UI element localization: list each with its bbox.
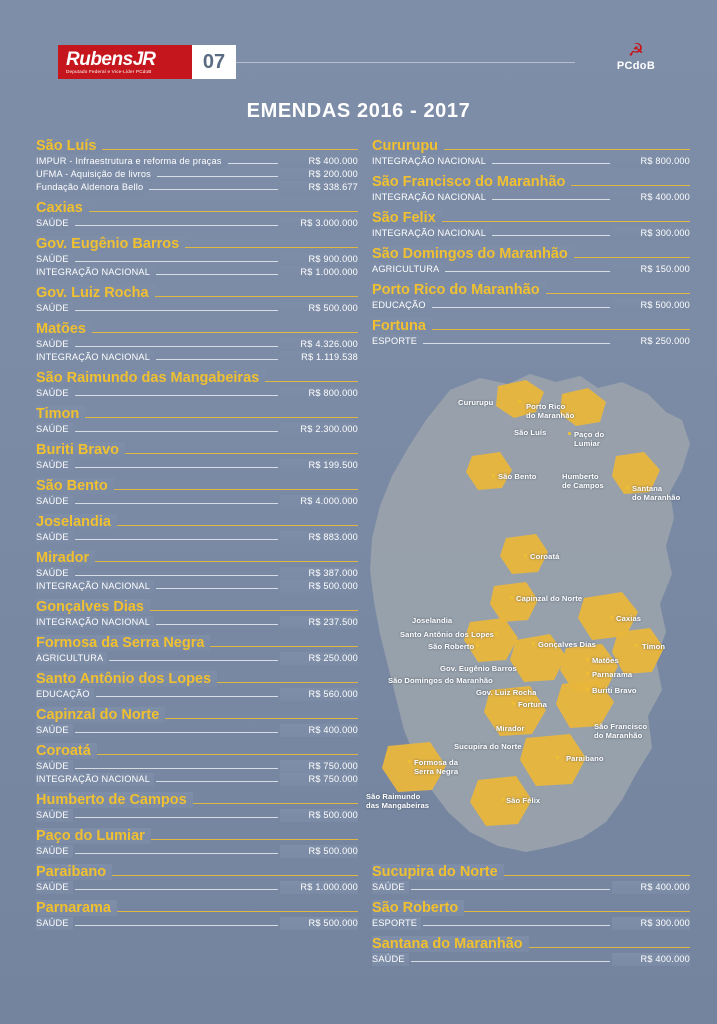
emenda-row <box>36 845 358 858</box>
leader-line <box>157 169 278 177</box>
city-heading-label: São Luís <box>36 138 102 154</box>
city-heading <box>36 864 358 880</box>
map-city-label: Gov. Eugênio Barros <box>440 664 517 673</box>
city-heading <box>36 635 358 651</box>
leader-line <box>445 264 610 272</box>
emenda-value: R$ 2.300.000 <box>280 423 358 436</box>
emenda-value: R$ 900.000 <box>280 253 358 266</box>
emenda-value: R$ 560.000 <box>280 688 358 701</box>
map-city-label: São Bento <box>498 472 537 481</box>
logo-red-block <box>58 45 192 79</box>
emenda-value: R$ 883.000 <box>280 531 358 544</box>
emenda-value: R$ 500.000 <box>280 580 358 593</box>
emenda-label: UFMA - Aquisição de livros <box>36 168 155 181</box>
party-logo <box>603 40 669 72</box>
emenda-label: SAÚDE <box>36 253 73 266</box>
city-heading <box>36 550 358 566</box>
page-title: EMENDAS 2016 - 2017 <box>246 100 471 122</box>
city-heading-label: Sucupira do Norte <box>372 864 504 880</box>
map-city-label: São Félix <box>506 796 541 805</box>
city-heading-label: Cururupu <box>372 138 444 154</box>
map-city-label: São Francisco do Maranhão <box>594 722 648 740</box>
emenda-row <box>36 616 358 629</box>
city-heading-label: Porto Rico do Maranhão <box>372 282 546 298</box>
map-dot <box>626 486 629 489</box>
city-heading-label: São Felix <box>372 210 442 226</box>
leader-line <box>75 725 278 733</box>
map-city-label: Porto Rico do Maranhão <box>526 402 575 420</box>
emenda-row <box>36 423 358 436</box>
city-heading-label: Matões <box>36 321 92 337</box>
emenda-value: R$ 400.000 <box>612 881 690 894</box>
emenda-label: SAÚDE <box>36 495 73 508</box>
city-heading-label: São Bento <box>36 478 114 494</box>
emenda-row <box>36 773 358 786</box>
emenda-row <box>36 253 358 266</box>
emenda-label: INTEGRAÇÃO NACIONAL <box>36 266 154 279</box>
emenda-label: SAÚDE <box>36 302 73 315</box>
emenda-row <box>36 266 358 279</box>
emenda-value: R$ 300.000 <box>612 917 690 930</box>
city-heading <box>36 236 358 252</box>
city-heading-label: Santo Antônio dos Lopes <box>36 671 217 687</box>
map-city-label: Joselandia <box>412 616 453 625</box>
map-dot <box>518 400 521 403</box>
leader-line <box>96 689 278 697</box>
emenda-row <box>36 688 358 701</box>
emenda-label: Fundação Aldenora Bello <box>36 181 147 194</box>
city-heading <box>36 707 358 723</box>
leader-line <box>75 218 278 226</box>
city-heading <box>372 174 690 190</box>
emenda-row <box>372 191 690 204</box>
emenda-value: R$ 1.000.000 <box>280 881 358 894</box>
map-dot <box>512 702 515 705</box>
city-heading-label: Capinzal do Norte <box>36 707 165 723</box>
city-heading <box>36 743 358 759</box>
map-city-label: Gonçalves Dias <box>538 640 596 649</box>
map-city-label: São Domingos do Maranhão <box>388 676 493 685</box>
leader-line <box>109 653 278 661</box>
emenda-label: SAÚDE <box>36 338 73 351</box>
emenda-label: EDUCAÇÃO <box>372 299 430 312</box>
emenda-value: R$ 387.000 <box>280 567 358 580</box>
maranhao-map <box>330 360 717 870</box>
emenda-row <box>372 155 690 168</box>
map-city-label: Timon <box>642 642 666 651</box>
emenda-row <box>372 263 690 276</box>
emenda-label: SAÚDE <box>36 917 73 930</box>
map-city-label: Gov. Luiz Rocha <box>476 688 537 697</box>
emenda-value: R$ 400.000 <box>280 155 358 168</box>
emenda-value: R$ 3.000.000 <box>280 217 358 230</box>
emenda-label: INTEGRAÇÃO NACIONAL <box>36 351 154 364</box>
map-city-label: Paraibano <box>566 754 604 763</box>
city-heading-label: São Francisco do Maranhão <box>372 174 571 190</box>
map-city-label: Capinzal do Norte <box>516 594 583 603</box>
map-city-label: Humberto de Campos <box>562 472 604 490</box>
emenda-row <box>36 302 358 315</box>
leader-line <box>156 617 278 625</box>
city-heading <box>36 200 358 216</box>
leader-line <box>156 581 278 589</box>
map-city-label: Formosa da Serra Negra <box>414 758 459 776</box>
city-heading <box>36 370 358 386</box>
emenda-value: R$ 237.500 <box>280 616 358 629</box>
map-dot <box>568 432 571 435</box>
map-dot <box>532 642 535 645</box>
city-heading-label: Timon <box>36 406 85 422</box>
leader-line <box>75 882 278 890</box>
city-heading <box>372 138 690 154</box>
leader-line <box>492 228 610 236</box>
emenda-value: R$ 750.000 <box>280 773 358 786</box>
emenda-label: AGRICULTURA <box>372 263 443 276</box>
map-dot <box>492 474 495 477</box>
emenda-label: SAÚDE <box>36 567 73 580</box>
city-heading <box>36 671 358 687</box>
leader-line <box>75 339 278 347</box>
map-dot <box>586 688 589 691</box>
emenda-value: R$ 500.000 <box>280 302 358 315</box>
header-divider <box>236 62 575 63</box>
map-city-label: Santo Antônio dos Lopes <box>400 630 494 639</box>
emenda-value: R$ 500.000 <box>280 809 358 822</box>
map-city-label: Caxias <box>616 614 642 623</box>
leader-line <box>75 496 278 504</box>
emenda-label: SAÚDE <box>36 809 73 822</box>
emenda-label: SAÚDE <box>36 881 73 894</box>
city-heading-label: Mirador <box>36 550 95 566</box>
emenda-value: R$ 300.000 <box>612 227 690 240</box>
city-heading-label: São Roberto <box>372 900 464 916</box>
emenda-row <box>36 652 358 665</box>
city-heading <box>36 478 358 494</box>
emenda-row <box>372 299 690 312</box>
emenda-row <box>36 567 358 580</box>
map-dot <box>494 632 497 635</box>
emenda-label: INTEGRAÇÃO NACIONAL <box>36 773 154 786</box>
hammer-sickle-icon: ☭ <box>627 40 645 60</box>
leader-line <box>75 424 278 432</box>
leader-line <box>75 254 278 262</box>
emenda-value: R$ 338.677 <box>280 181 358 194</box>
city-heading-label: Parnarama <box>36 900 117 916</box>
city-heading-label: Gov. Luiz Rocha <box>36 285 155 301</box>
emenda-row <box>36 168 358 181</box>
leader-line <box>75 761 278 769</box>
map-dot <box>610 616 613 619</box>
map-city-label: Coroatá <box>530 552 560 561</box>
emenda-label: SAÚDE <box>36 387 73 400</box>
leader-line <box>75 532 278 540</box>
city-heading <box>36 442 358 458</box>
emenda-value: R$ 800.000 <box>280 387 358 400</box>
city-heading-label: Coroatá <box>36 743 97 759</box>
leader-line <box>149 182 278 190</box>
city-heading <box>36 321 358 337</box>
emenda-row <box>36 881 358 894</box>
city-heading-label: São Raimundo das Mangabeiras <box>36 370 265 386</box>
party-label: PCdoB <box>616 60 656 72</box>
emenda-label: SAÚDE <box>36 423 73 436</box>
leader-line <box>75 918 278 926</box>
emenda-value: R$ 199.500 <box>280 459 358 472</box>
map-city-label: São Raimundo das Mangabeiras <box>366 792 430 810</box>
city-heading-label: Gov. Eugênio Barros <box>36 236 185 252</box>
leader-line <box>75 810 278 818</box>
city-heading-label: Formosa da Serra Negra <box>36 635 210 651</box>
emenda-row <box>36 181 358 194</box>
city-heading-label: Paraibano <box>36 864 112 880</box>
emenda-row <box>36 760 358 773</box>
city-heading <box>372 282 690 298</box>
campaign-logo <box>58 45 236 79</box>
emenda-row <box>36 809 358 822</box>
map-city-label: Parnarama <box>592 670 633 679</box>
city-heading <box>372 936 690 952</box>
leader-line <box>75 303 278 311</box>
city-heading <box>372 210 690 226</box>
emenda-label: SAÚDE <box>36 217 73 230</box>
leader-line <box>156 774 278 782</box>
map-dot <box>556 756 559 759</box>
map-dot <box>586 672 589 675</box>
emenda-row <box>36 155 358 168</box>
emenda-row <box>36 459 358 472</box>
city-heading <box>36 514 358 530</box>
leader-line <box>492 156 610 164</box>
city-heading <box>36 406 358 422</box>
city-heading-label: Paço do Lumiar <box>36 828 151 844</box>
leader-line <box>423 336 610 344</box>
emenda-label: SAÚDE <box>36 531 73 544</box>
leader-line <box>75 388 278 396</box>
emenda-value: R$ 4.326.000 <box>280 338 358 351</box>
emenda-label: SAÚDE <box>36 459 73 472</box>
page-header <box>58 40 669 84</box>
emenda-row <box>36 917 358 930</box>
leader-line <box>411 954 610 962</box>
emenda-label: AGRICULTURA <box>36 652 107 665</box>
emenda-label: INTEGRAÇÃO NACIONAL <box>372 191 490 204</box>
emenda-label: SAÚDE <box>372 881 409 894</box>
logo-name-text: Rubens <box>66 49 133 70</box>
city-heading <box>36 138 358 154</box>
emenda-label: ESPORTE <box>372 917 421 930</box>
emenda-value: R$ 200.000 <box>280 168 358 181</box>
emenda-row <box>372 917 690 930</box>
emenda-label: INTEGRAÇÃO NACIONAL <box>36 580 154 593</box>
emenda-label: INTEGRAÇÃO NACIONAL <box>372 227 490 240</box>
emenda-label: IMPUR - Infraestrutura e reforma de praças <box>36 155 226 168</box>
emenda-label: INTEGRAÇÃO NACIONAL <box>372 155 490 168</box>
map-city-label: Cururupu <box>458 398 494 407</box>
emenda-row <box>36 495 358 508</box>
emenda-value: R$ 150.000 <box>612 263 690 276</box>
emenda-label: SAÚDE <box>36 845 73 858</box>
city-heading <box>36 900 358 916</box>
emenda-value: R$ 250.000 <box>612 335 690 348</box>
emenda-value: R$ 400.000 <box>612 191 690 204</box>
leader-line <box>156 267 278 275</box>
map-city-label: Sucupira do Norte <box>454 742 522 751</box>
map-dot <box>476 644 479 647</box>
emenda-value: R$ 500.000 <box>280 845 358 858</box>
map-dot <box>634 644 637 647</box>
city-heading <box>36 828 358 844</box>
emenda-label: SAÚDE <box>372 953 409 966</box>
leader-line <box>411 882 610 890</box>
map-city-label: Paço do Lumiar <box>574 430 605 448</box>
emenda-value: R$ 250.000 <box>280 652 358 665</box>
city-heading-label: Caxias <box>36 200 89 216</box>
city-heading-label: São Domingos do Maranhão <box>372 246 574 262</box>
city-heading <box>372 864 690 880</box>
emenda-row <box>36 531 358 544</box>
emenda-row <box>36 387 358 400</box>
map-dot <box>408 760 411 763</box>
map-dot <box>502 798 505 801</box>
emenda-row <box>36 580 358 593</box>
leader-line <box>75 568 278 576</box>
city-heading-label: Joselandia <box>36 514 117 530</box>
leader-line <box>228 156 278 164</box>
leader-line <box>423 918 610 926</box>
emenda-row <box>372 335 690 348</box>
emenda-row <box>36 351 358 364</box>
emenda-value: R$ 1.000.000 <box>280 266 358 279</box>
city-heading-label: Buriti Bravo <box>36 442 125 458</box>
emenda-value: R$ 1.119.538 <box>280 351 358 364</box>
leader-line <box>75 460 278 468</box>
emendas-column-right-top <box>372 132 690 348</box>
city-heading <box>372 900 690 916</box>
emendas-column-left <box>36 132 358 930</box>
map-city-label: Buriti Bravo <box>592 686 637 695</box>
emenda-value: R$ 400.000 <box>612 953 690 966</box>
emenda-value: R$ 4.000.000 <box>280 495 358 508</box>
city-heading-label: Santana do Maranhão <box>372 936 529 952</box>
city-heading <box>36 792 358 808</box>
emenda-value: R$ 500.000 <box>612 299 690 312</box>
emenda-row <box>372 227 690 240</box>
emenda-label: ESPORTE <box>372 335 421 348</box>
map-dot <box>524 554 527 557</box>
logo-name-suffix: JR <box>132 49 155 70</box>
map-city-label: Fortuna <box>518 700 547 709</box>
emenda-label: INTEGRAÇÃO NACIONAL <box>36 616 154 629</box>
emendas-column-right-bottom <box>372 858 690 966</box>
emenda-label: SAÚDE <box>36 760 73 773</box>
leader-line <box>432 300 610 308</box>
city-heading-label: Humberto de Campos <box>36 792 193 808</box>
emenda-row <box>372 881 690 894</box>
emenda-value: R$ 500.000 <box>280 917 358 930</box>
leader-line <box>156 352 278 360</box>
leader-line <box>492 192 610 200</box>
city-heading <box>36 599 358 615</box>
emenda-value: R$ 800.000 <box>612 155 690 168</box>
emenda-row <box>36 338 358 351</box>
emenda-label: EDUCAÇÃO <box>36 688 94 701</box>
city-heading-label: Gonçalves Dias <box>36 599 150 615</box>
emenda-row <box>36 217 358 230</box>
emenda-row <box>36 724 358 737</box>
city-heading <box>372 318 690 334</box>
logo-subtitle: Deputado Federal e Vice-Líder PCdoB <box>66 69 152 74</box>
emenda-row <box>372 953 690 966</box>
map-city-label: Matões <box>592 656 619 665</box>
logo-name <box>66 50 184 69</box>
leader-line <box>75 846 278 854</box>
map-dot <box>510 596 513 599</box>
city-heading-label: Fortuna <box>372 318 432 334</box>
map-city-label: Mirador <box>496 724 525 733</box>
emenda-value: R$ 400.000 <box>280 724 358 737</box>
city-heading <box>36 285 358 301</box>
emenda-value: R$ 750.000 <box>280 760 358 773</box>
emenda-label: SAÚDE <box>36 724 73 737</box>
logo-number: 07 <box>192 45 236 79</box>
map-dot <box>586 658 589 661</box>
map-city-label: São Roberto <box>428 642 475 651</box>
city-heading <box>372 246 690 262</box>
map-city-label: Santana do Maranhão <box>632 484 681 502</box>
map-city-label: São Luís <box>514 428 547 437</box>
